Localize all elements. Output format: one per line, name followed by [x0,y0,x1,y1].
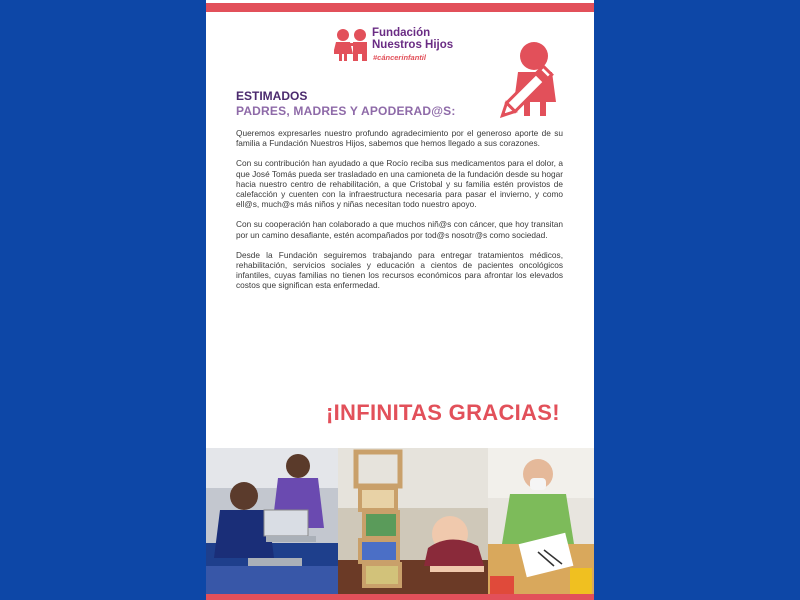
foundation-tagline: #cáncerinfantil [373,53,426,62]
bottom-accent-bar [206,594,594,600]
letter-body [236,128,563,301]
pencil-kid-illustration [496,40,564,118]
kids-logo-icon [334,28,370,62]
foundation-logo [334,26,474,68]
closing-thanks: ¡INFINITAS GRACIAS! [326,400,560,425]
photo-children-laptops [206,448,338,594]
top-accent-bar [206,3,594,12]
greeting-line2: PADRES, MADRES Y APODERAD@S: [236,104,456,118]
foundation-name [372,27,482,51]
paragraph: Queremos expresarles nuestro profundo agradecimiento por el generoso aporte de su familia a Fundación Nuestros Hijos, sabemos que hemos llegado a sus corazones. [236,128,563,149]
paragraph: Con su cooperación han colaborado a que muchos niñ@s con cáncer, que hoy transitan por un camino desafiante, estén acompañados por tod@s nosotr@s como sociedad. [236,219,563,240]
letter-document [206,0,594,600]
greeting-line1: ESTIMADOS [236,89,308,103]
foundation-name-line2: Nuestros Hijos [372,39,454,51]
paragraph: Desde la Fundación seguiremos trabajando para entregar tratamientos médicos, rehabilitación, servicios sociales y educación a cientos de pacientes oncológicos infantiles, cuyas familias no tienen los recursos económicos para afrontar los elevados costos que significan esta enfermedad. [236,249,563,291]
foundation-name-line1: Fundación [372,27,431,39]
paragraph: Con su contribución han ayudado a que Rocío reciba sus medicamentos para el dolor, a que José Tomás pueda ser trasladado en una camioneta de la fundación desde su hogar hacia nuestro centro de rehabilitación, a que Cristobal y su familia estén provistos de calefacción y cuenten con la infraestructura necesaria para pasar el invierno, y como ell@s, much@s más niños y niñas necesitan todo nuestro apoyo. [236,158,563,210]
photo-child-drawing [488,448,594,594]
photo-child-with-blocks [338,448,488,594]
photo-strip [206,448,594,594]
